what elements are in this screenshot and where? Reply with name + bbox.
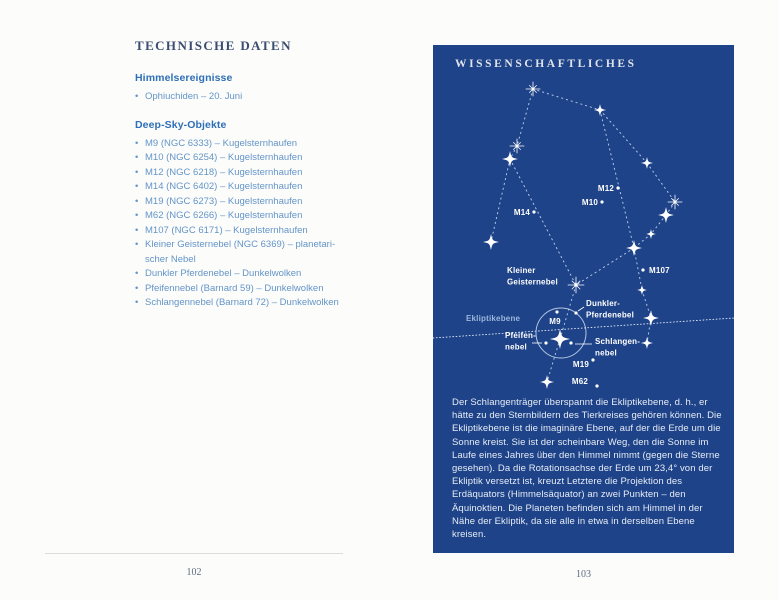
dso-dot (600, 200, 603, 203)
constellation-line (560, 285, 576, 339)
panel-paragraph: Der Schlangenträger überspannt die Ekliptikebene, d. h., er hätte zu den Sternbildern des Tierkreises gehören können. Die Ekliptikebene ist die imaginäre Ebene, auf der die Erde um die Sonne kreist. Sie ist der scheinbare Weg, den die Sonne im Laufe eines Jahres über den Himmel nimmt (gegen die Sterne gesehen). Da die Rotationsachse der Erde um 23,4° von der Ekliptik versetzt ist, kreuzt Letztere die Projektion des Erdäquators (Himmelsäquator) an zwei Punkten – den Äquinoktien. Die Planeten befinden sich am Himmel in der Nähe der Ekliptik, da sie alle in etwa in derselben Ebene kreisen. (452, 397, 722, 541)
section-himmelsereignisse (135, 72, 349, 105)
star-icon (641, 337, 653, 349)
deep-sky-list (135, 137, 349, 311)
dso-dot (591, 358, 594, 361)
star-burst-icon (668, 195, 682, 209)
constellation-line (647, 163, 675, 202)
dso-label: M14 (513, 208, 530, 217)
left-page-content (135, 38, 349, 325)
constellation-line (547, 339, 560, 382)
constellation-line (651, 215, 666, 234)
list-item: • Dunkler Pferdenebel – Dunkelwolken (135, 267, 349, 282)
list-item: • Schlangennebel (Barnard 72) – Dunkelwolken (135, 296, 349, 311)
wissenschaftliches-panel (433, 45, 734, 553)
list-item: • M14 (NGC 6402) – Kugelsternhaufen (135, 180, 349, 195)
star-burst-icon (526, 82, 540, 96)
section-heading: Himmelsereignisse (135, 72, 233, 84)
section-deep-sky-objekte (135, 119, 349, 311)
dso-label: M62 (571, 377, 588, 386)
ecliptic-label: Ekliptikebene (466, 314, 521, 323)
star-icon (502, 151, 518, 167)
dso-callout-line (578, 307, 584, 311)
page-number-right: 103 (576, 569, 591, 580)
event-list (135, 90, 349, 105)
list-item: • M10 (NGC 6254) – Kugelsternhaufen (135, 151, 349, 166)
constellation-line (533, 89, 600, 110)
dso-dot (569, 341, 572, 344)
dso-label: Kleiner Geisternebel (507, 266, 558, 287)
dso-dot (641, 268, 644, 271)
star-burst-icon (510, 139, 524, 153)
dso-label: M107 (649, 266, 670, 275)
constellation-line (634, 248, 642, 290)
constellation-line (517, 89, 533, 146)
dso-dot (616, 186, 619, 189)
dso-dot (595, 384, 598, 387)
star-icon (540, 375, 554, 389)
constellation-line (597, 110, 634, 248)
dso-dot (544, 341, 547, 344)
list-item: • M12 (NGC 6218) – Kugelsternhaufen (135, 166, 349, 181)
list-item: • Ophiuchiden – 20. Juni (135, 90, 349, 105)
star-icon (643, 310, 659, 326)
list-item: • M62 (NGC 6266) – Kugelsternhaufen (135, 209, 349, 224)
footer-rule (45, 553, 343, 554)
constellation-line (642, 290, 651, 318)
dso-label: Pfeifen-nebel (505, 331, 536, 352)
star-icon (483, 234, 499, 250)
list-item: • M107 (NGC 6171) – Kugelsternhaufen (135, 224, 349, 239)
constellation-line (491, 159, 510, 242)
star-icon (626, 240, 642, 256)
dso-label: M9 (549, 317, 561, 326)
nebula-region-circle (536, 308, 586, 358)
panel-title: WISSENSCHAFTLICHES (455, 58, 637, 70)
page-number-left: 102 (186, 567, 202, 578)
constellation-line (576, 248, 634, 285)
star-icon (637, 285, 647, 295)
star-icon (550, 329, 570, 349)
page-title: TECHNISCHE DATEN (135, 38, 292, 53)
list-item: • Pfeifennebel (Barnard 59) – Dunkelwolken (135, 282, 349, 297)
dso-label: M19 (572, 360, 589, 369)
star-icon (658, 207, 674, 223)
dso-label: M12 (597, 184, 614, 193)
constellation-line (634, 234, 651, 248)
section-heading: Deep-Sky-Objekte (135, 118, 227, 131)
list-item: • M9 (NGC 6333) – Kugelsternhaufen (135, 137, 349, 152)
constellation-line (600, 110, 647, 163)
dso-dot (532, 210, 535, 213)
dso-dot (574, 311, 577, 314)
dso-label: M10 (581, 198, 598, 207)
list-item: • Kleiner Geisternebel (NGC 6369) – planetarischer Nebel (135, 238, 349, 267)
star-burst-icon (568, 277, 584, 293)
dso-label: Schlangen-nebel (595, 337, 641, 358)
dso-dot (555, 310, 558, 313)
dso-label: Dunkler-Pferdenebel (586, 299, 634, 320)
list-item: • M19 (NGC 6273) – Kugelsternhaufen (135, 195, 349, 210)
